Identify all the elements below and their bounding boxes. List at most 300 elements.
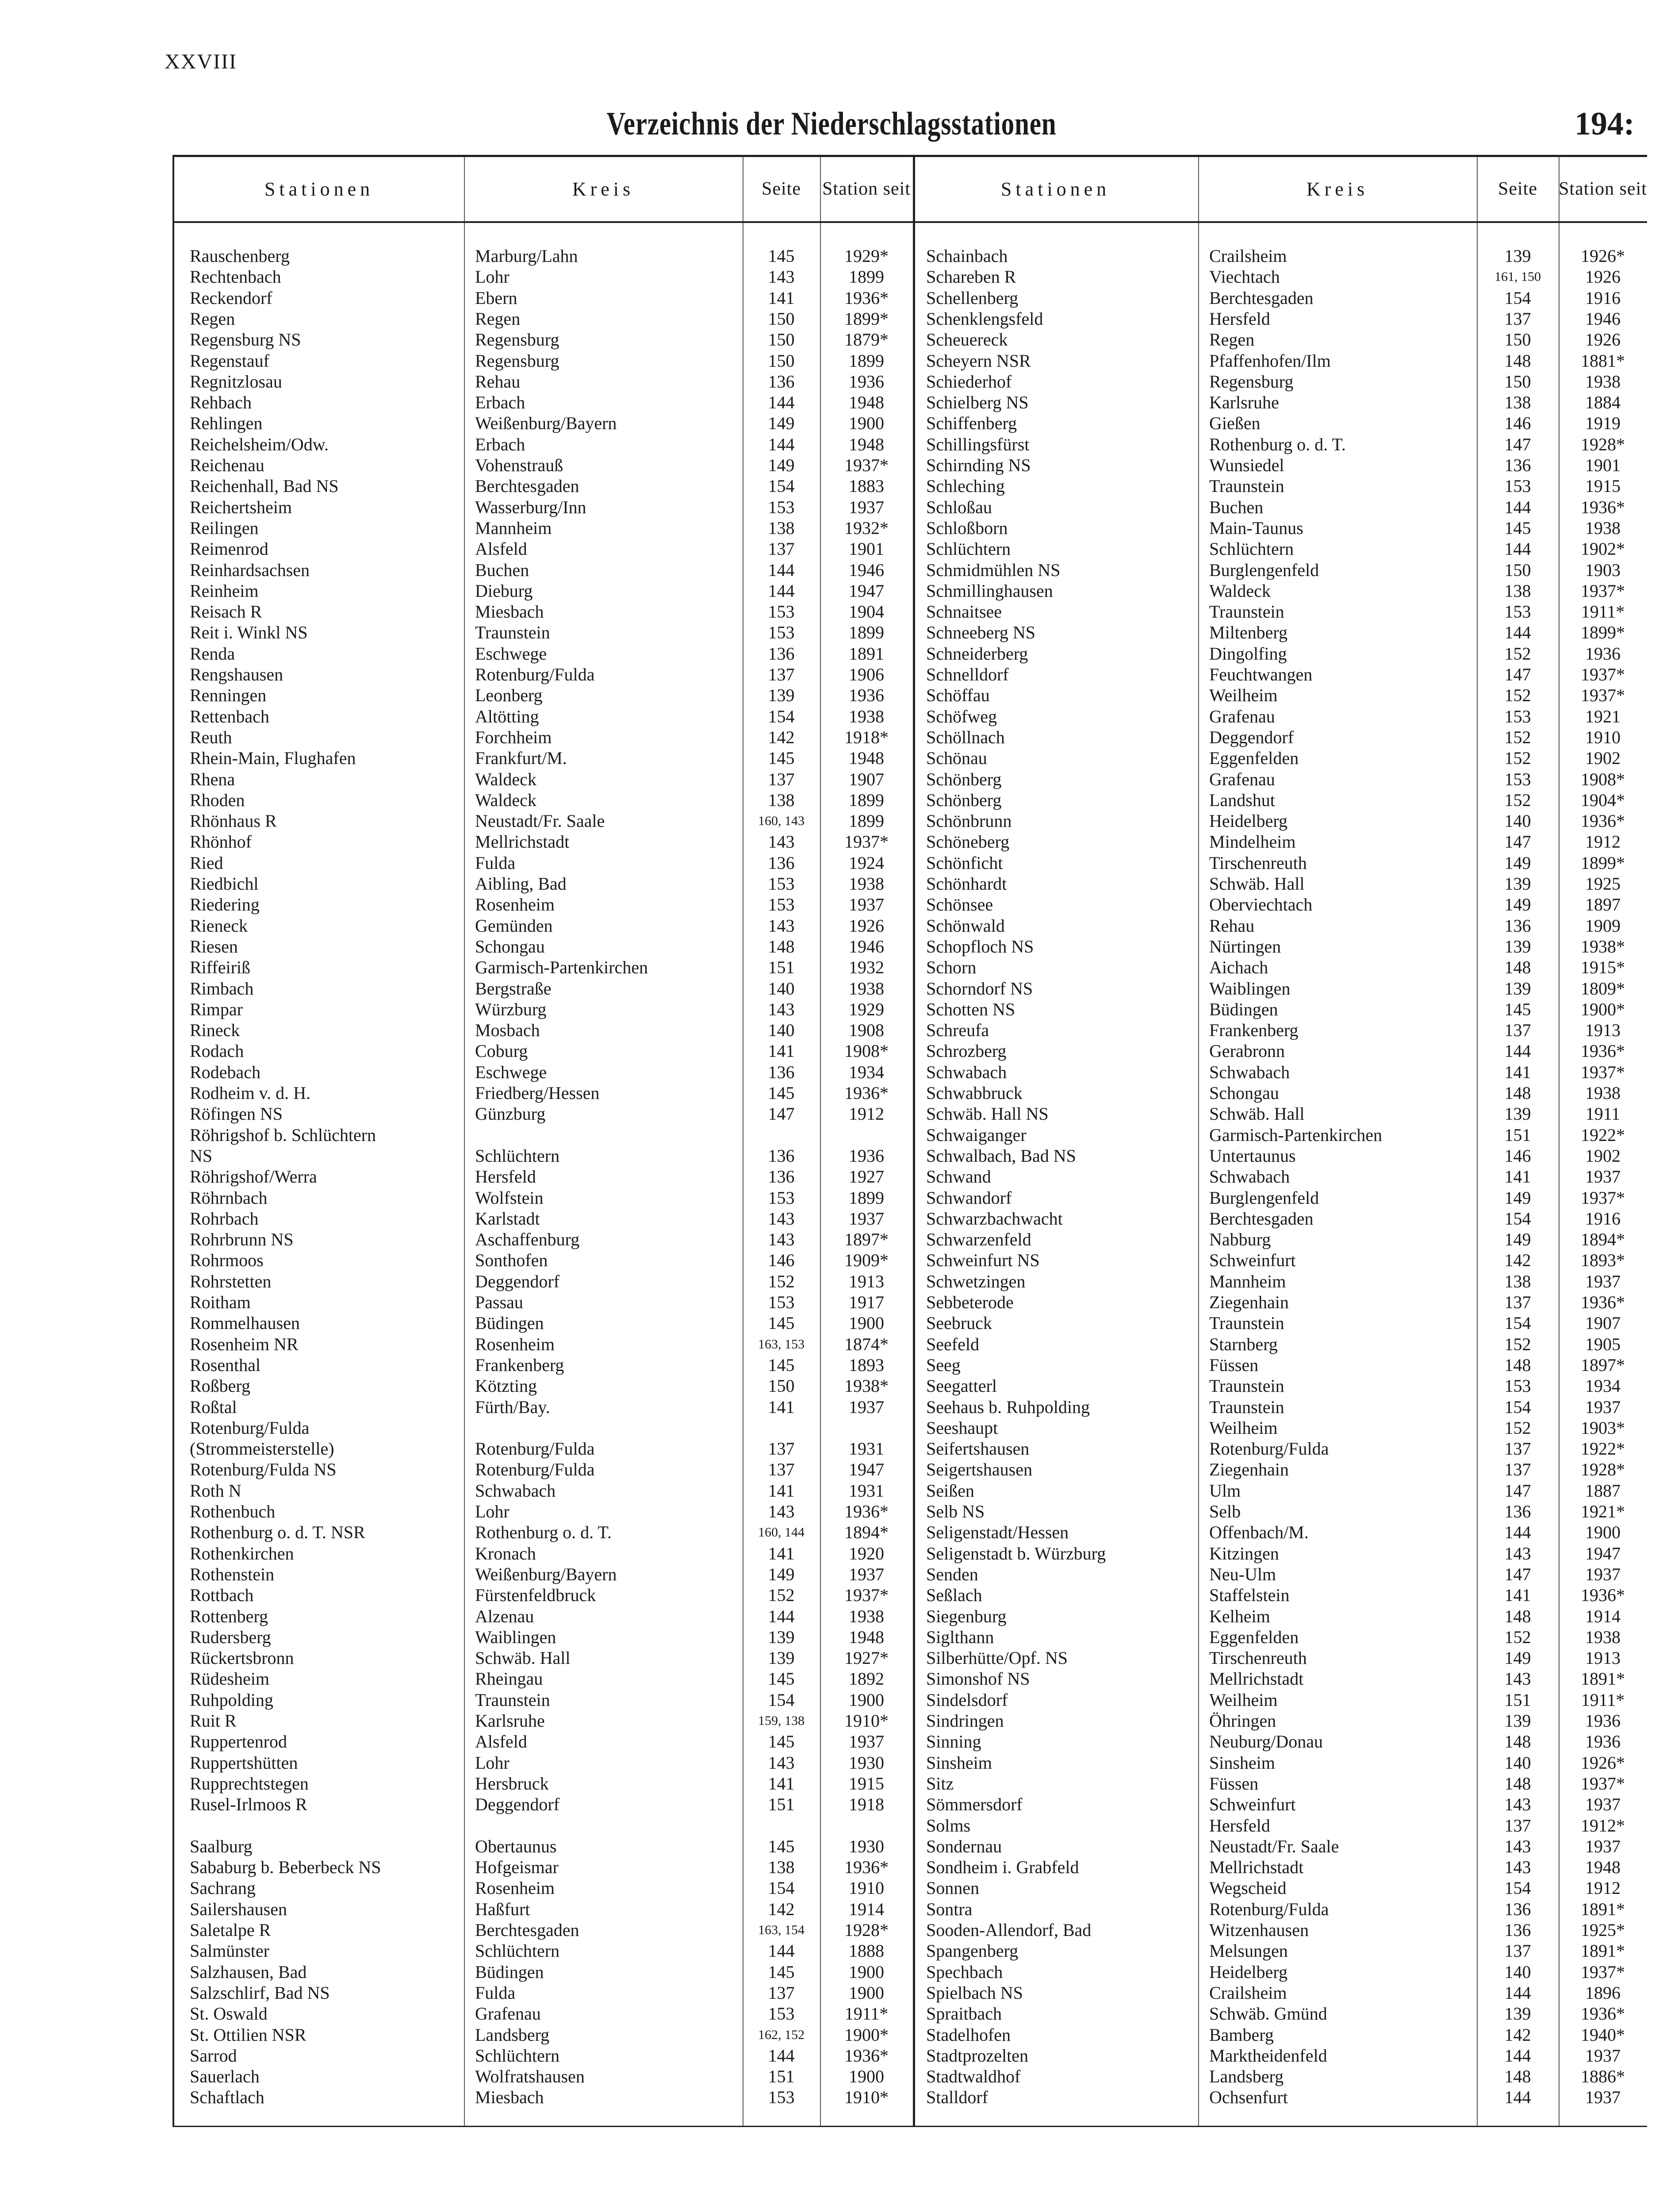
station-name: Seeshaupt bbox=[926, 1417, 998, 1438]
station-seit: 1809* bbox=[1581, 978, 1625, 998]
kreis: Karlsruhe bbox=[475, 1711, 545, 1731]
station-name: Roßberg bbox=[190, 1376, 251, 1396]
seite: 148 bbox=[1504, 1083, 1531, 1103]
seite: 139 bbox=[1504, 936, 1531, 956]
station-seit: 1917 bbox=[849, 1292, 884, 1312]
seite: 153 bbox=[1504, 706, 1531, 726]
kreis: Erbach bbox=[475, 434, 525, 454]
seite: 140 bbox=[1504, 1962, 1531, 1982]
station-seit: 1947 bbox=[849, 1459, 884, 1480]
kreis: Regensburg bbox=[475, 330, 559, 350]
kreis: Rothenburg o. d. T. bbox=[1209, 434, 1346, 454]
station-name: Ruppertshütten bbox=[190, 1752, 298, 1773]
kreis: Berchtesgaden bbox=[475, 1920, 579, 1940]
kreis: Schlüchtern bbox=[1209, 539, 1294, 559]
table-row bbox=[174, 1271, 1647, 1292]
station-name: Seegatterl bbox=[926, 1376, 997, 1396]
station-seit: 1900 bbox=[1585, 1522, 1621, 1543]
kreis: Rotenburg/Fulda bbox=[475, 664, 595, 684]
seite: 144 bbox=[768, 392, 795, 413]
kreis: Frankenberg bbox=[475, 1355, 564, 1375]
seite: 149 bbox=[768, 1564, 795, 1584]
seite: 137 bbox=[768, 1459, 795, 1480]
table-row bbox=[174, 1522, 1647, 1543]
table-row bbox=[174, 1020, 1647, 1041]
table-row bbox=[174, 538, 1647, 559]
station-seit: 1946 bbox=[1585, 308, 1621, 329]
seite: 137 bbox=[1504, 1292, 1531, 1312]
station-name: Saletalpe R bbox=[190, 1920, 271, 1940]
station-name: Reinheim bbox=[190, 580, 259, 601]
table-row bbox=[174, 1982, 1647, 2003]
table-row bbox=[174, 957, 1647, 978]
seite: 137 bbox=[768, 1982, 795, 2003]
seite: 154 bbox=[768, 1878, 795, 1898]
table-row bbox=[174, 1355, 1647, 1375]
table-row bbox=[174, 1815, 1647, 1836]
seite: 152 bbox=[1504, 727, 1531, 747]
seite: 150 bbox=[1504, 330, 1531, 350]
station-name: Rhönhof bbox=[190, 832, 252, 852]
kreis: Berchtesgaden bbox=[1209, 288, 1314, 308]
table-row bbox=[174, 873, 1647, 894]
seite: 144 bbox=[1504, 1982, 1531, 2003]
station-seit: 1879* bbox=[844, 330, 889, 350]
table-row bbox=[174, 1062, 1647, 1083]
kreis: Wolfratshausen bbox=[475, 2066, 585, 2087]
station-name: Schwarzenfeld bbox=[926, 1229, 1031, 1250]
station-name: Rechtenbach bbox=[190, 267, 281, 287]
table-row bbox=[174, 1543, 1647, 1564]
table-row bbox=[174, 1773, 1647, 1794]
table-row bbox=[174, 392, 1647, 413]
kreis: Mellrichstadt bbox=[1209, 1857, 1304, 1878]
table-row bbox=[174, 497, 1647, 518]
kreis: Miltenberg bbox=[1209, 622, 1288, 643]
station-name: Rodebach bbox=[190, 1062, 261, 1082]
station-seit: 1903* bbox=[1581, 1417, 1625, 1438]
station-name: Rüdesheim bbox=[190, 1669, 269, 1689]
station-name: Schillingsfürst bbox=[926, 434, 1030, 454]
kreis: Bergstraße bbox=[475, 978, 552, 998]
station-name: Schwäb. Hall NS bbox=[926, 1104, 1049, 1124]
kreis: Kelheim bbox=[1209, 1606, 1270, 1626]
seite: 140 bbox=[1504, 811, 1531, 831]
station-seit: 1912 bbox=[849, 1104, 884, 1124]
station-seit: 1948 bbox=[1585, 1857, 1621, 1878]
seite: 138 bbox=[1504, 1271, 1531, 1291]
station-name: Schlüchtern bbox=[926, 539, 1011, 559]
seite: 148 bbox=[1504, 1732, 1531, 1752]
station-name: Renningen bbox=[190, 685, 267, 706]
station-seit: 1883 bbox=[849, 476, 884, 496]
station-name: Spangenberg bbox=[926, 1941, 1019, 1961]
station-seit: 1936* bbox=[1581, 2004, 1625, 2024]
station-name: Seligenstadt b. Würzburg bbox=[926, 1543, 1106, 1563]
station-seit: 1894* bbox=[844, 1522, 889, 1543]
station-name: Spielbach NS bbox=[926, 1982, 1023, 2003]
station-seit: 1937 bbox=[849, 497, 884, 517]
seite: 137 bbox=[768, 1439, 795, 1459]
seite: 141 bbox=[1504, 1062, 1531, 1082]
kreis: Traunstein bbox=[1209, 1397, 1284, 1417]
table-row bbox=[174, 1690, 1647, 1710]
station-seit: 1911* bbox=[1581, 602, 1625, 622]
table-row bbox=[174, 1313, 1647, 1333]
kreis: Wasserburg/Inn bbox=[475, 497, 586, 517]
seite: 154 bbox=[1504, 288, 1531, 308]
table-row bbox=[174, 1962, 1647, 1982]
seite: 153 bbox=[768, 622, 795, 643]
station-name: Regnitzlosau bbox=[190, 371, 282, 392]
seite: 139 bbox=[1504, 1711, 1531, 1731]
seite: 144 bbox=[768, 1606, 795, 1626]
seite: 154 bbox=[768, 706, 795, 726]
seite: 143 bbox=[768, 1502, 795, 1521]
kreis: Starnberg bbox=[1209, 1334, 1278, 1354]
station-name: Schaftlach bbox=[190, 2087, 264, 2108]
table-row bbox=[174, 790, 1647, 810]
seite: 137 bbox=[1504, 1020, 1531, 1041]
station-seit: 1925* bbox=[1581, 1920, 1625, 1940]
kreis: Grafenau bbox=[1209, 769, 1275, 789]
seite: 146 bbox=[1504, 413, 1531, 434]
kreis: Crailsheim bbox=[1209, 1982, 1287, 2003]
station-name: St. Ottilien NSR bbox=[190, 2024, 307, 2045]
station-name: Selb NS bbox=[926, 1502, 985, 1521]
station-seit: 1937* bbox=[1581, 664, 1625, 684]
station-name: Rhein-Main, Flughafen bbox=[190, 748, 356, 768]
seite: 138 bbox=[1504, 580, 1531, 601]
station-seit: 1936 bbox=[1585, 1711, 1621, 1731]
station-name: Sindelsdorf bbox=[926, 1690, 1008, 1710]
station-name: Sinsheim bbox=[926, 1752, 992, 1773]
kreis: Weilheim bbox=[1209, 1417, 1278, 1438]
table-row bbox=[174, 1585, 1647, 1605]
station-seit: 1937* bbox=[1581, 685, 1625, 706]
kreis: Traunstein bbox=[475, 1690, 550, 1710]
station-seit: 1938 bbox=[1585, 371, 1621, 392]
kreis: Füssen bbox=[1209, 1355, 1259, 1375]
station-seit: 1912 bbox=[1585, 832, 1621, 852]
kreis: Bamberg bbox=[1209, 2024, 1274, 2045]
kreis: Nürtingen bbox=[1209, 936, 1281, 956]
kreis: Ziegenhain bbox=[1209, 1459, 1289, 1480]
seite: 144 bbox=[1504, 622, 1531, 643]
station-name: Schweinfurt NS bbox=[926, 1250, 1040, 1271]
seite: 138 bbox=[1504, 392, 1531, 413]
kreis: Grafenau bbox=[475, 2004, 541, 2024]
seite: 153 bbox=[1504, 1376, 1531, 1396]
kreis: Passau bbox=[475, 1292, 523, 1312]
kreis: Waldeck bbox=[475, 790, 536, 810]
kreis: Fulda bbox=[475, 1982, 516, 2003]
kreis: Nabburg bbox=[1209, 1229, 1271, 1250]
station-name: Seefeld bbox=[926, 1334, 979, 1354]
seite: 142 bbox=[768, 1899, 795, 1919]
seite: 150 bbox=[1504, 371, 1531, 392]
station-seit: 1910 bbox=[849, 1878, 884, 1898]
seite: 143 bbox=[768, 1208, 795, 1229]
seite: 144 bbox=[768, 580, 795, 601]
table-row bbox=[174, 1397, 1647, 1417]
kreis: Schwäb. Gmünd bbox=[1209, 2004, 1327, 2024]
seite: 154 bbox=[1504, 1313, 1531, 1333]
kreis: Berchtesgaden bbox=[475, 476, 579, 496]
seite: 160, 143 bbox=[758, 814, 805, 829]
station-seit: 1891* bbox=[1581, 1899, 1625, 1919]
station-name: Rhoden bbox=[190, 790, 245, 810]
seite: 144 bbox=[1504, 2045, 1531, 2066]
seite: 144 bbox=[768, 1941, 795, 1961]
kreis: Schlüchtern bbox=[475, 1941, 560, 1961]
station-name: Schöfweg bbox=[926, 706, 997, 726]
station-seit: 1948 bbox=[849, 392, 884, 413]
station-seit: 1901 bbox=[849, 539, 884, 559]
station-name: Schielberg NS bbox=[926, 392, 1029, 413]
kreis: Mindelheim bbox=[1209, 832, 1296, 852]
seite: 151 bbox=[1504, 1690, 1531, 1710]
station-seit: 1901 bbox=[1585, 455, 1621, 475]
kreis: Ebern bbox=[475, 288, 517, 308]
kreis: Garmisch-Partenkirchen bbox=[475, 957, 648, 978]
station-name: Schneeberg NS bbox=[926, 622, 1035, 643]
station-seit: 1915 bbox=[1585, 476, 1621, 496]
table-row bbox=[174, 560, 1647, 580]
kreis: Crailsheim bbox=[1209, 246, 1287, 266]
station-name: Schirnding NS bbox=[926, 455, 1031, 475]
station-name: Schönbrunn bbox=[926, 811, 1012, 831]
station-seit: 1936* bbox=[844, 2045, 889, 2066]
kreis: Friedberg/Hessen bbox=[475, 1083, 600, 1103]
table-row bbox=[174, 706, 1647, 727]
station-seit: 1924 bbox=[849, 853, 884, 873]
kreis: Grafenau bbox=[1209, 706, 1275, 726]
kreis: Eschwege bbox=[475, 1062, 547, 1082]
station-name: Rhena bbox=[190, 769, 235, 789]
station-seit: 1926 bbox=[1585, 330, 1621, 350]
station-seit: 1921* bbox=[1581, 1502, 1625, 1521]
seite: 136 bbox=[1504, 1899, 1531, 1919]
station-seit: 1936 bbox=[849, 1145, 884, 1166]
table-row bbox=[174, 748, 1647, 768]
station-name: Rehlingen bbox=[190, 413, 263, 434]
station-name: Spechbach bbox=[926, 1962, 1003, 1982]
station-name: Reichenau bbox=[190, 455, 264, 475]
station-name: Seigertshausen bbox=[926, 1459, 1032, 1480]
kreis: Gießen bbox=[1209, 413, 1261, 434]
table-row bbox=[174, 1459, 1647, 1480]
seite: 143 bbox=[1504, 1857, 1531, 1878]
station-seit: 1937 bbox=[1585, 1794, 1621, 1815]
kreis: Mellrichstadt bbox=[1209, 1669, 1304, 1689]
kreis: Büdingen bbox=[475, 1962, 544, 1982]
station-seit: 1936 bbox=[1585, 643, 1621, 664]
kreis: Selb bbox=[1209, 1502, 1241, 1521]
kreis: Schwäb. Hall bbox=[475, 1648, 571, 1668]
seite: 152 bbox=[1504, 1417, 1531, 1438]
station-name: Schönhardt bbox=[926, 874, 1007, 894]
station-seit: 1909 bbox=[1585, 915, 1621, 936]
table-row bbox=[174, 1920, 1647, 1940]
seite: 141 bbox=[768, 288, 795, 308]
table-row bbox=[174, 266, 1647, 287]
station-name: Röhrnbach bbox=[190, 1187, 268, 1208]
seite: 152 bbox=[1504, 790, 1531, 810]
table-row bbox=[174, 936, 1647, 957]
kreis: Vohenstrauß bbox=[475, 455, 563, 475]
header-seite-right: Seite bbox=[1498, 179, 1537, 200]
kreis: Alsfeld bbox=[475, 1732, 527, 1752]
station-seit: 1922* bbox=[1581, 1125, 1625, 1145]
kreis: Traunstein bbox=[1209, 1313, 1284, 1333]
table-row bbox=[174, 1229, 1647, 1250]
kreis: Oberviechtach bbox=[1209, 895, 1313, 915]
station-name: Seehaus b. Ruhpolding bbox=[926, 1397, 1090, 1417]
kreis: Buchen bbox=[1209, 497, 1264, 517]
station-seit: 1937 bbox=[849, 1397, 884, 1417]
seite: 143 bbox=[1504, 1794, 1531, 1815]
table-row bbox=[174, 1103, 1647, 1124]
table-row bbox=[174, 2045, 1647, 2066]
station-seit: 1938 bbox=[849, 874, 884, 894]
kreis: Schwabach bbox=[475, 1480, 556, 1501]
kreis: Mannheim bbox=[475, 518, 552, 538]
kreis: Büdingen bbox=[475, 1313, 544, 1333]
station-seit: 1913 bbox=[849, 1271, 884, 1291]
station-seit: 1911* bbox=[1581, 1690, 1625, 1710]
table-row bbox=[174, 518, 1647, 538]
kreis: Landsberg bbox=[475, 2024, 550, 2045]
seite: 136 bbox=[768, 853, 795, 873]
station-name: Schöllnach bbox=[926, 727, 1005, 747]
kreis: Fulda bbox=[475, 853, 516, 873]
kreis: Kronach bbox=[475, 1543, 536, 1563]
station-name: Reimenrod bbox=[190, 539, 268, 559]
station-seit: 1910* bbox=[844, 1711, 889, 1731]
station-seit: 1929* bbox=[844, 246, 889, 266]
table-row bbox=[174, 288, 1647, 308]
kreis: Rheingau bbox=[475, 1669, 543, 1689]
station-name: Schwarzbachwacht bbox=[926, 1208, 1063, 1229]
seite: 145 bbox=[768, 1669, 795, 1689]
table-row bbox=[174, 1145, 1647, 1166]
station-name: Rudersberg bbox=[190, 1627, 271, 1647]
station-name: Schwabach bbox=[926, 1062, 1007, 1082]
kreis: Hofgeismar bbox=[475, 1857, 559, 1878]
kreis: Feuchtwangen bbox=[1209, 664, 1313, 684]
seite: 136 bbox=[1504, 455, 1531, 475]
kreis: Weißenburg/Bayern bbox=[475, 413, 617, 434]
station-seit: 1904* bbox=[1581, 790, 1625, 810]
station-seit: 1937 bbox=[849, 1732, 884, 1752]
station-name: Reuth bbox=[190, 727, 232, 747]
seite: 163, 153 bbox=[758, 1336, 805, 1352]
station-seit: 1936* bbox=[844, 1857, 889, 1878]
kreis: Ochsenfurt bbox=[1209, 2087, 1288, 2108]
station-seit: 1891* bbox=[1581, 1669, 1625, 1689]
station-name: Reichelsheim/Odw. bbox=[190, 434, 329, 454]
station-name: Schorn bbox=[926, 957, 977, 978]
kreis: Schwabach bbox=[1209, 1062, 1290, 1082]
kreis: Heidelberg bbox=[1209, 1962, 1287, 1982]
station-name: Schrozberg bbox=[926, 1041, 1007, 1061]
station-name: Schorndorf NS bbox=[926, 978, 1033, 998]
kreis: Staffelstein bbox=[1209, 1585, 1290, 1605]
seite: 149 bbox=[1504, 1229, 1531, 1250]
header-stationen-right: Stationen bbox=[1000, 178, 1111, 200]
station-name: Reichertsheim bbox=[190, 497, 292, 517]
station-name: Schiffenberg bbox=[926, 413, 1017, 434]
kreis: Ulm bbox=[1209, 1480, 1241, 1501]
kreis: Rothenburg o. d. T. bbox=[475, 1522, 612, 1543]
station-seit: 1948 bbox=[849, 748, 884, 768]
station-name: Rehbach bbox=[190, 392, 252, 413]
station-name: Rothenbuch bbox=[190, 1502, 276, 1521]
station-seit: 1899* bbox=[1581, 622, 1625, 643]
station-seit: 1894* bbox=[1581, 1229, 1625, 1250]
seite: 154 bbox=[1504, 1878, 1531, 1898]
seite: 141 bbox=[768, 1480, 795, 1501]
station-name: Sindringen bbox=[926, 1711, 1004, 1731]
station-seit: 1938 bbox=[849, 706, 884, 726]
seite: 139 bbox=[1504, 1104, 1531, 1124]
kreis: Eschwege bbox=[475, 643, 547, 664]
station-name: Seeg bbox=[926, 1355, 961, 1375]
station-seit: 1928* bbox=[1581, 434, 1625, 454]
table-row bbox=[174, 1041, 1647, 1061]
header-seite-left: Seite bbox=[762, 179, 801, 200]
station-seit: 1874* bbox=[844, 1334, 889, 1354]
table-row bbox=[174, 1627, 1647, 1647]
station-name: Regensburg NS bbox=[190, 330, 301, 350]
station-seit: 1918 bbox=[849, 1794, 884, 1815]
station-name: Schönau bbox=[926, 748, 987, 768]
station-name: Schwandorf bbox=[926, 1187, 1012, 1208]
table-row bbox=[174, 1187, 1647, 1208]
table-row bbox=[174, 831, 1647, 852]
table-row bbox=[174, 308, 1647, 329]
station-name: Rusel-Irlmoos R bbox=[190, 1794, 307, 1815]
table-row bbox=[174, 685, 1647, 706]
station-seit: 1897 bbox=[1585, 895, 1621, 915]
seite: 152 bbox=[768, 1271, 795, 1291]
table-row bbox=[174, 601, 1647, 622]
seite: 153 bbox=[768, 874, 795, 894]
kreis: Traunstein bbox=[475, 622, 550, 643]
seite: 154 bbox=[1504, 1397, 1531, 1417]
kreis: Neuburg/Donau bbox=[1209, 1732, 1323, 1752]
table-row bbox=[174, 999, 1647, 1020]
station-name: Seißen bbox=[926, 1480, 974, 1501]
seite: 147 bbox=[768, 1104, 795, 1124]
table-row bbox=[174, 1899, 1647, 1920]
seite: 145 bbox=[1504, 999, 1531, 1019]
seite: 153 bbox=[1504, 602, 1531, 622]
station-seit: 1910* bbox=[844, 2087, 889, 2108]
kreis: Landsberg bbox=[1209, 2066, 1284, 2087]
station-seit: 1937 bbox=[1585, 2087, 1621, 2108]
table-row bbox=[174, 622, 1647, 643]
station-name: Rothenkirchen bbox=[190, 1543, 294, 1563]
station-name: Seßlach bbox=[926, 1585, 982, 1605]
seite: 154 bbox=[1504, 1208, 1531, 1229]
station-name: Sailershausen bbox=[190, 1899, 287, 1919]
station-seit: 1915 bbox=[849, 1773, 884, 1793]
station-seit: 1947 bbox=[849, 580, 884, 601]
station-name: Schloßau bbox=[926, 497, 992, 517]
station-seit: 1881* bbox=[1581, 350, 1625, 371]
